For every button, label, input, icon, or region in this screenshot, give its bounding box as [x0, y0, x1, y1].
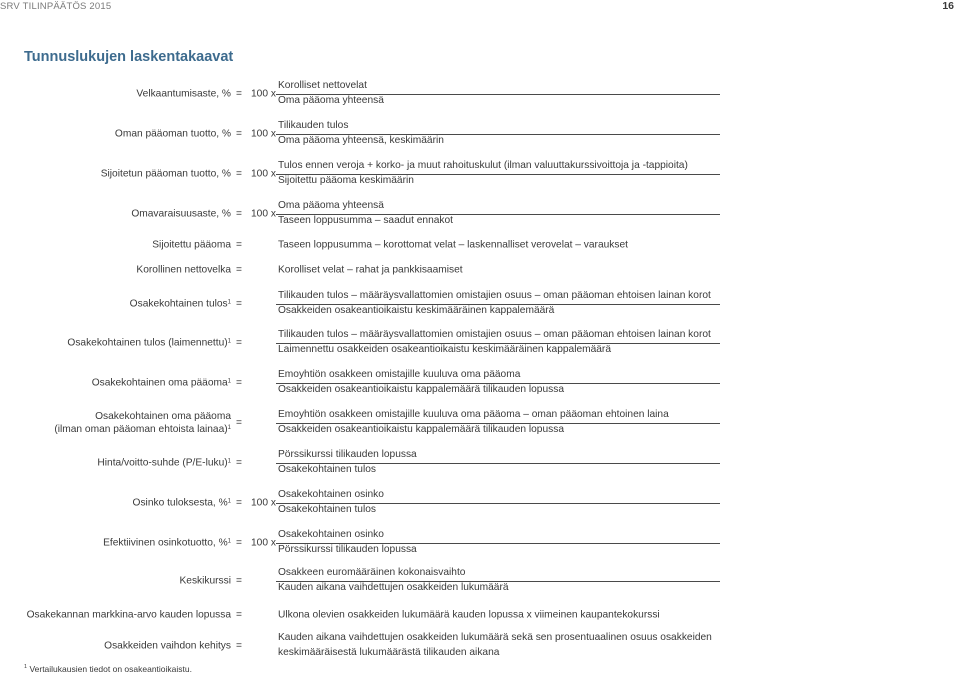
formula-label — [179, 575, 231, 588]
formula-definition: Ulkona olevien osakkeiden lukumäärä kauden lopussa x viimeinen kaupantekokurssi — [278, 609, 660, 621]
footnote-text: Vertailukausien tiedot on osakeantioikaistu. — [29, 664, 192, 674]
formula-numerator: Tilikauden tulos – määräysvallattomien omistajien osuus – oman pääoman ehtoisen lainan korot — [278, 329, 711, 340]
multiplier: 100 x — [251, 88, 276, 100]
formula-label-text: Korollinen nettovelka — [136, 264, 231, 276]
formula-denominator: Oma pääoma yhteensä, keskimäärin — [278, 135, 444, 146]
formula-numerator: Oma pääoma yhteensä — [278, 200, 384, 211]
footnote-marker: 1 — [24, 664, 28, 670]
formula-numerator: Kauden aikana vaihdettujen osakkeiden lukumäärä sekä sen prosentuaalinen osuus osakkeiden — [278, 632, 712, 643]
equals-sign: = — [236, 88, 242, 100]
formula-definition: Korolliset velat – rahat ja pankkisaamiset — [278, 264, 463, 276]
equals-sign: = — [236, 575, 242, 587]
equals-sign: = — [236, 337, 242, 349]
formula-label — [131, 208, 231, 221]
formula-label — [27, 609, 231, 622]
formula-label-text-2: (ilman oman pääoman ehtoista lainaa) — [54, 424, 228, 435]
formula-label-text: Osakekohtainen oma pääoma — [91, 377, 228, 389]
formula-label-text: Hinta/voitto-suhde (P/E-luku) — [97, 457, 228, 469]
multiplier: 100 x — [251, 208, 276, 220]
multiplier: 100 x — [251, 497, 276, 509]
equals-sign: = — [236, 417, 242, 429]
multiplier: 100 x — [251, 537, 276, 549]
formula-row — [0, 403, 960, 443]
formula-numerator: Pörssikurssi tilikauden lopussa — [278, 449, 417, 460]
equals-sign: = — [236, 497, 242, 509]
formula-label-text: Omavaraisuusaste, % — [131, 208, 231, 220]
formula-label-text: Sijoitettu pääoma — [152, 239, 231, 251]
page-number: 16 — [942, 0, 954, 12]
formula-numerator: Osakkeen euromääräinen kokonaisvaihto — [278, 567, 466, 578]
formula-label-text: Oman pääoman tuotto, % — [114, 128, 231, 140]
formula-row — [0, 74, 960, 114]
footnote-marker: 1 — [227, 498, 231, 505]
formula-denominator: Oma pääoma yhteensä — [278, 95, 384, 106]
formula-label-text: Velkaantumisaste, % — [136, 88, 231, 100]
formula-denominator: Osakekohtainen tulos — [278, 504, 376, 515]
formula-row — [0, 483, 960, 523]
formula-denominator: Kauden aikana vaihdettujen osakkeiden lukumäärä — [278, 582, 509, 593]
formula-label-text: Osakkeiden vaihdon kehitys — [104, 640, 231, 652]
formula-label-text: Osakekohtainen tulos — [129, 298, 228, 310]
formula-label — [92, 377, 231, 390]
formula-denominator: Taseen loppusumma – saadut ennakot — [278, 215, 454, 226]
formula-label — [133, 497, 231, 510]
formula-row — [0, 626, 960, 666]
footnote-marker: 1 — [227, 299, 231, 306]
formula-numerator: Emoyhtiön osakkeen omistajille kuuluva oma pääoma — [278, 369, 521, 380]
formula-numerator: Tilikauden tulos — [278, 120, 349, 131]
formula-label — [104, 640, 231, 653]
equals-sign: = — [236, 208, 242, 220]
formula-denominator: Pörssikurssi tilikauden lopussa — [278, 544, 417, 555]
formula-row — [0, 323, 960, 363]
formula-denominator: Osakkeiden osakeantioikaistu kappalemäärä tilikauden lopussa — [278, 424, 564, 435]
formula-numerator: Emoyhtiön osakkeen omistajille kuuluva oma pääoma – oman pääoman ehtoinen laina — [278, 409, 669, 420]
equals-sign: = — [236, 377, 242, 389]
formula-numerator: Tulos ennen veroja + korko- ja muut rahoituskulut (ilman valuuttakurssivoittoja ja -tappioita) — [278, 160, 688, 171]
equals-sign: = — [236, 264, 242, 276]
equals-sign: = — [236, 457, 242, 469]
formula-label-text: Sijoitetun pääoman tuotto, % — [100, 168, 231, 180]
formula-denominator: Osakekohtainen tulos — [278, 464, 376, 475]
page-title: Tunnuslukujen laskentakaavat — [24, 49, 234, 65]
formula-label — [130, 298, 231, 311]
formula-numerator: Osakekohtainen osinko — [278, 489, 384, 500]
formula-row — [0, 443, 960, 483]
formula-row — [0, 363, 960, 403]
report-header: SRV TILINPÄÄTÖS 2015 — [0, 1, 112, 12]
equals-sign: = — [236, 168, 242, 180]
multiplier: 100 x — [251, 168, 276, 180]
formula-numerator: Osakekohtainen osinko — [278, 529, 384, 540]
formula-label — [115, 128, 231, 141]
formula-denominator: Sijoitettu pääoma keskimäärin — [278, 175, 414, 186]
formula-numerator: Korolliset nettovelat — [278, 80, 367, 91]
formula-label-text: Osakekohtainen tulos (laimennettu) — [67, 337, 228, 349]
footnote-marker: 1 — [227, 538, 231, 545]
equals-sign: = — [236, 609, 242, 621]
formula-label — [67, 337, 231, 350]
multiplier: 100 x — [251, 128, 276, 140]
equals-sign: = — [236, 298, 242, 310]
formula-row — [0, 114, 960, 154]
formula-numerator: Tilikauden tulos – määräysvallattomien omistajien osuus – oman pääoman ehtoisen lainan korot — [278, 290, 711, 301]
formula-label-text: Keskikurssi — [179, 575, 231, 587]
equals-sign: = — [236, 239, 242, 251]
formula-row — [0, 284, 960, 324]
formula-label — [136, 264, 231, 277]
formula-denominator: Osakkeiden osakeantioikaistu keskimääräinen kappalemäärä — [278, 305, 555, 316]
formula-denominator: Laimennettu osakkeiden osakeantioikaistu keskimääräinen kappalemäärä — [278, 344, 611, 355]
formula-label-text: Osakekannan markkina-arvo kauden lopussa — [26, 609, 231, 621]
formula-denominator: Osakkeiden osakeantioikaistu kappalemäärä tilikauden lopussa — [278, 384, 564, 395]
formula-row — [0, 154, 960, 194]
formula-label — [136, 88, 231, 101]
formula-label — [97, 457, 231, 470]
equals-sign: = — [236, 640, 242, 652]
formula-label — [54, 410, 231, 436]
formula-label-text: Osinko tuloksesta, % — [132, 497, 228, 509]
formula-label — [103, 537, 231, 550]
footnote-marker: 1 — [227, 338, 231, 345]
footnote-marker: 1 — [227, 458, 231, 465]
equals-sign: = — [236, 128, 242, 140]
footnote-marker: 1 — [227, 378, 231, 385]
formula-definition: Taseen loppusumma – korottomat velat – laskennalliset verovelat – varaukset — [278, 239, 628, 251]
equals-sign: = — [236, 537, 242, 549]
formula-label — [101, 168, 231, 181]
footnote-marker: 1 — [227, 425, 231, 431]
formula-denominator: keskimääräisestä lukumäärästä tilikauden aikana — [278, 647, 500, 658]
formula-label-text: Efektiivinen osinkotuotto, % — [103, 537, 228, 549]
formula-row — [0, 523, 960, 563]
formula-label-text: Osakekohtainen oma pääoma — [95, 411, 231, 422]
